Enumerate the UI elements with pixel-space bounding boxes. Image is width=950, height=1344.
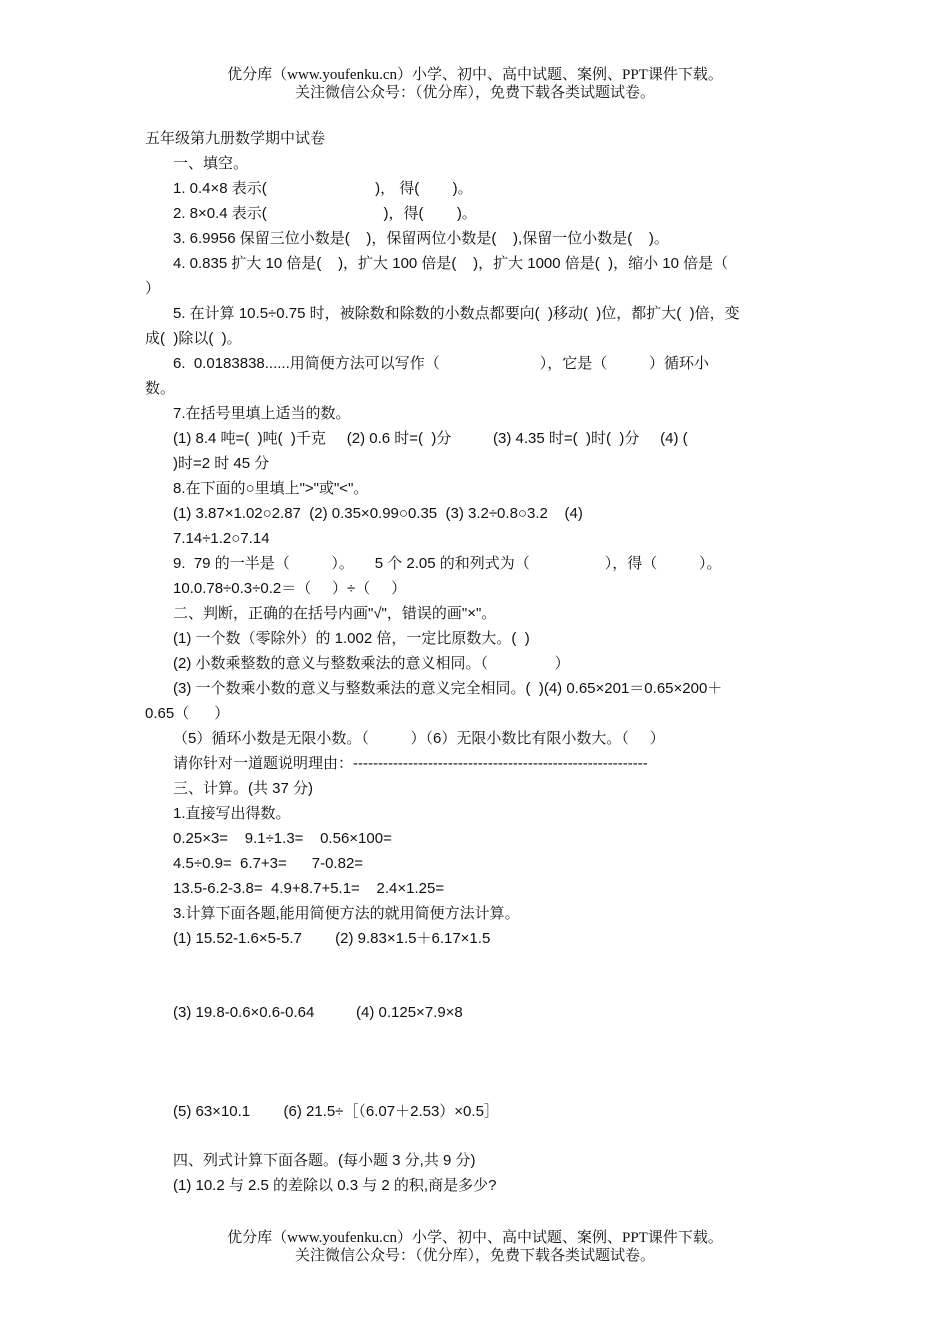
exam-content: [145, 126, 810, 1198]
fill-q5-line-1: 5. 在计算 10.5÷0.75 时，被除数和除数的小数点都要向( )移动( )位，都扩大( )倍，变: [173, 305, 740, 322]
footer-line-2: 关注微信公众号：（优分库），免费下载各类试题试卷。: [294, 1248, 655, 1264]
judge-q2: (2) 小数乘整数的意义与整数乘法的意义相同。（ ）: [173, 655, 570, 672]
section-2-heading: 二、判断，正确的在括号内画"√"，错误的画"×"。: [173, 605, 497, 622]
calc-row-1: 0.25×3= 9.1÷1.3= 0.56×100=: [173, 830, 392, 847]
calc-problems-5-6: (5) 63×10.1 (6) 21.5÷［（6.07＋2.53）×0.5］: [173, 1103, 499, 1120]
fill-q9: 9. 79 的一半是（ ）。 5 个 2.05 的和列式为（ ），得（ ）。: [173, 555, 722, 572]
calc-row-3: 13.5-6.2-3.8= 4.9+8.7+5.1= 2.4×1.25=: [173, 880, 445, 897]
fill-q1: 1. 0.4×8 表示( )， 得( )。: [173, 180, 473, 197]
section-1-heading: 一、填空。: [173, 155, 249, 172]
work-space: [145, 1124, 810, 1148]
judge-q3-line-1: (3) 一个数乘小数的意义与整数乘法的意义完全相同。( )(4) 0.65×201＝0.65×200＋: [173, 680, 723, 697]
calc-part-1: 1.直接写出得数。: [173, 805, 291, 822]
fill-q7-line-1: (1) 8.4 吨=( )吨( )千克 (2) 0.6 时=( )分 (3) 4.35 时=( )时( )分 (4) (: [173, 430, 688, 447]
exam-title: 五年级第九册数学期中试卷: [145, 130, 326, 147]
header-line-2: 关注微信公众号：（优分库），免费下载各类试题试卷。: [294, 85, 655, 101]
fill-q2: 2. 8×0.4 表示( )，得( )。: [173, 205, 477, 222]
calc-problems-3-4: (3) 19.8-0.6×0.6-0.64 (4) 0.125×7.9×8: [173, 1004, 463, 1021]
fill-q6-line-1: 6. 0.0183838......用简便方法可以写作（ ），它是（ ）循环小: [173, 355, 709, 372]
word-problem-1: (1) 10.2 与 2.5 的差除以 0.3 与 2 的积,商是多少?: [173, 1177, 497, 1194]
footer-line-1: 优分库（www.youfenku.cn）小学、初中、高中试题、案例、PPT课件下载。: [227, 1230, 723, 1246]
work-space: [145, 1025, 810, 1099]
fill-q7-line-2: )时=2 时 45 分: [173, 455, 270, 472]
fill-q4-line-1: 4. 0.835 扩大 10 倍是( )，扩大 100 倍是( )，扩大 1000 倍是( )，缩小 10 倍是（: [173, 255, 729, 272]
judge-q3-line-2: 0.65（ ）: [145, 705, 230, 722]
judge-reason: 请你针对一道题说明理由：-----------------------------------------------------------: [173, 755, 648, 772]
calc-row-2: 4.5÷0.9= 6.7+3= 7-0.82=: [173, 855, 364, 872]
fill-q8-line-2: 7.14÷1.2○7.14: [173, 530, 270, 547]
fill-q8-line-1: (1) 3.87×1.02○2.87 (2) 0.35×0.99○0.35 (3) 3.2÷0.8○3.2 (4): [173, 505, 583, 522]
judge-q5: （5）循环小数是无限小数。（ ）（6）无限小数比有限小数大。（ ）: [173, 730, 665, 747]
fill-q7: 7.在括号里填上适当的数。: [173, 405, 351, 422]
fill-q5-line-2: 成( )除以( )。: [145, 330, 242, 347]
calc-problems-1-2: (1) 15.52-1.6×5-5.7 (2) 9.83×1.5＋6.17×1.5: [173, 930, 491, 947]
fill-q10: 10.0.78÷0.3÷0.2＝（ ）÷（ ）: [173, 580, 407, 597]
page-header: [0, 66, 950, 102]
section-3-heading: 三、计算。(共 37 分): [173, 780, 314, 797]
fill-q3: 3. 6.9956 保留三位小数是( )，保留两位小数是( ),保留一位小数是( )。: [173, 230, 669, 247]
fill-q8: 8.在下面的○里填上">"或"<"。: [173, 480, 369, 497]
section-4-heading: 四、列式计算下面各题。(每小题 3 分,共 9 分): [173, 1152, 476, 1169]
judge-q1: (1) 一个数（零除外）的 1.002 倍，一定比原数大。( ): [173, 630, 530, 647]
page-footer: [0, 1229, 950, 1265]
calc-part-3: 3.计算下面各题,能用简便方法的就用简便方法计算。: [173, 905, 520, 922]
fill-q4-line-2: ）: [145, 280, 161, 297]
fill-q6-line-2: 数。: [145, 380, 176, 397]
work-space: [145, 951, 810, 1000]
header-line-1: 优分库（www.youfenku.cn）小学、初中、高中试题、案例、PPT课件下载。: [227, 67, 723, 83]
